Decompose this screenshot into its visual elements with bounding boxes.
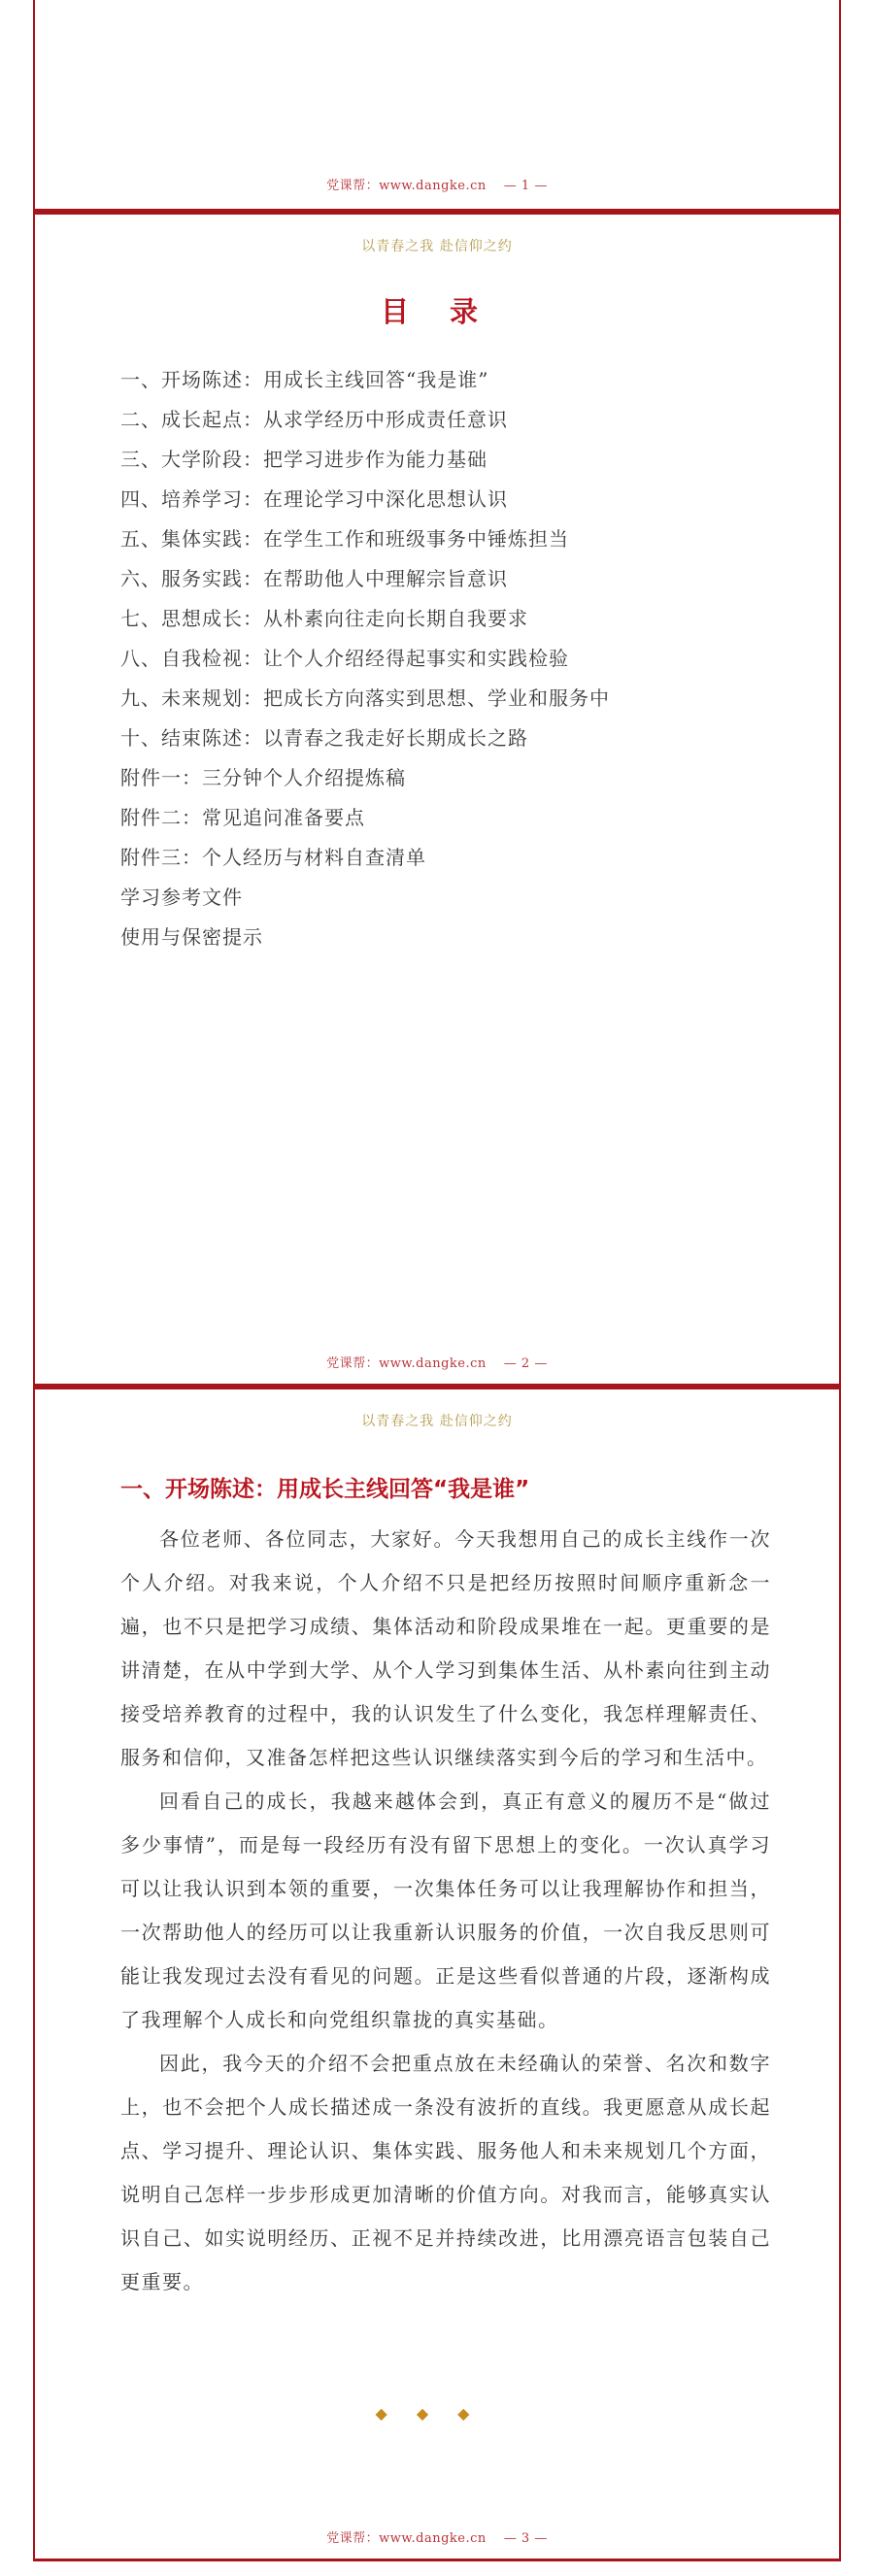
toc-item: 十、结束陈述：以青春之我走好长期成长之路 xyxy=(120,726,528,750)
toc-item: 附件三：个人经历与材料自查清单 xyxy=(120,846,426,869)
page-footer xyxy=(35,175,839,193)
footer-page-number: — 3 — xyxy=(503,2531,548,2546)
toc-item: 四、培养学习：在理论学习中深化思想认识 xyxy=(120,487,508,511)
toc-item: 七、思想成长：从朴素向往走向长期自我要求 xyxy=(120,607,528,630)
toc-item: 学习参考文件 xyxy=(120,886,243,909)
page-footer xyxy=(35,2527,839,2546)
toc-list xyxy=(120,360,610,957)
page-3 xyxy=(33,1387,841,2561)
footer-page-number: — 1 — xyxy=(503,179,548,193)
toc-item: 五、集体实践：在学生工作和班级事务中锤炼担当 xyxy=(120,527,569,551)
section-body xyxy=(120,1518,771,2304)
page-1 xyxy=(33,0,841,212)
body-paragraph: 因此，我今天的介绍不会把重点放在未经确认的荣誉、名次和数字上，也不会把个人成长描述成一条没有波折的直线。我更愿意从成长起点、学习提升、理论认识、集体实践、服务他人和未来规划几个方面，说明自己怎样一步步形成更加清晰的价值方向。对我而言，能够真实认识自己、如实说明经历、正视不足并持续改进，比用漂亮语言包装自己更重要。 xyxy=(120,2052,771,2293)
toc-item: 二、成长起点：从求学经历中形成责任意识 xyxy=(120,408,508,431)
page-header-motto: 以青春之我 赴信仰之约 xyxy=(361,239,513,254)
page-header-motto: 以青春之我 赴信仰之约 xyxy=(361,1414,513,1429)
footer-page-number: — 2 — xyxy=(503,1356,548,1371)
toc-item: 附件二：常见追问准备要点 xyxy=(120,806,365,829)
toc-item: 附件一：三分钟个人介绍提炼稿 xyxy=(120,766,406,789)
body-paragraph: 回看自己的成长，我越来越体会到，真正有意义的履历不是“做过多少事情”，而是每一段经历有没有留下思想上的变化。一次认真学习可以让我认识到本领的重要，一次集体任务可以让我理解协作和担当，一次帮助他人的经历可以让我重新认识服务的价值，一次自我反思则可能让我发现过去没有看见的问题。正是这些看似普通的片段，逐渐构成了我理解个人成长和向党组织靠拢的真实基础。 xyxy=(120,1790,771,2031)
toc-item: 使用与保密提示 xyxy=(120,925,263,949)
footer-site: 党课帮：www.dangke.cn xyxy=(326,1356,487,1371)
toc-title: 目 录 xyxy=(380,295,494,328)
toc-item: 三、大学阶段：把学习进步作为能力基础 xyxy=(120,448,487,471)
footer-site: 党课帮：www.dangke.cn xyxy=(326,2531,487,2546)
page-footer xyxy=(35,1353,839,1371)
section-heading: 一、开场陈述：用成长主线回答“我是谁” xyxy=(120,1477,530,1502)
body-paragraph: 各位老师、各位同志，大家好。今天我想用自己的成长主线作一次个人介绍。对我来说，个人介绍不只是把经历按照时间顺序重新念一遍，也不只是把学习成绩、集体活动和阶段成果堆在一起。更重要的是讲清楚，在从中学到大学、从个人学习到集体生活、从朴素向往到主动接受培养教育的过程中，我的认识发生了什么变化，我怎样理解责任、服务和信仰，又准备怎样把这些认识继续落实到今后的学习和生活中。 xyxy=(120,1527,771,1769)
toc-item: 八、自我检视：让个人介绍经得起事实和实践检验 xyxy=(120,647,569,670)
toc-item: 六、服务实践：在帮助他人中理解宗旨意识 xyxy=(120,567,508,590)
section-end-ornament: ◆◆◆ xyxy=(375,2404,499,2423)
toc-item: 九、未来规划：把成长方向落实到思想、学业和服务中 xyxy=(120,686,610,710)
footer-site: 党课帮：www.dangke.cn xyxy=(326,179,487,193)
page-2 xyxy=(33,212,841,1387)
toc-item: 一、开场陈述：用成长主线回答“我是谁” xyxy=(120,368,489,391)
